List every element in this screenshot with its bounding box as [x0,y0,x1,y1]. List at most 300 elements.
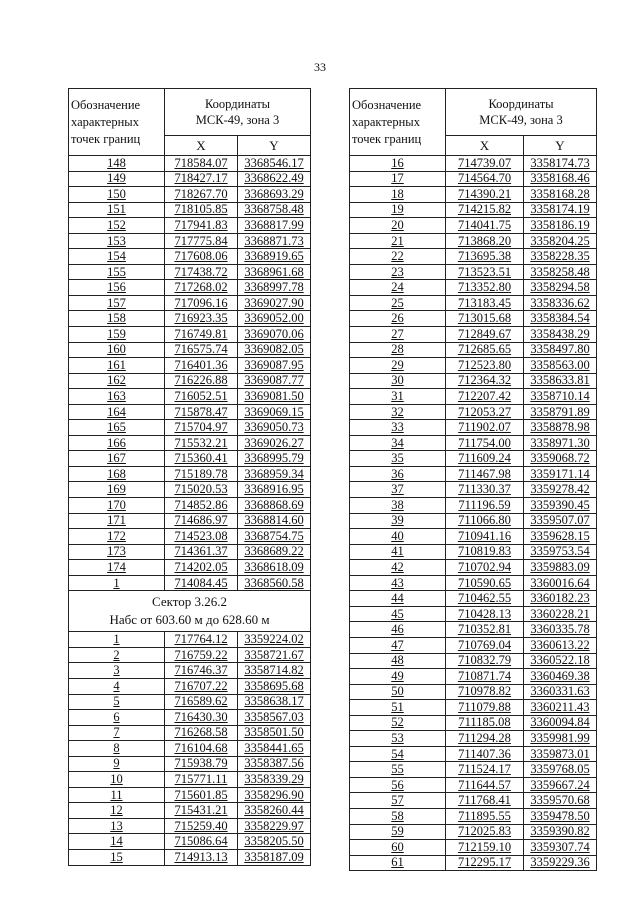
table-row [69,725,311,741]
y-coordinate: 3358204.25 [524,233,597,249]
point-number: 29 [350,358,446,374]
x-coordinate: 711895.55 [446,808,524,824]
y-coordinate: 3358497.80 [524,342,597,358]
table-row [69,233,311,249]
table-row [69,451,311,467]
x-coordinate: 711185.08 [446,715,524,731]
x-coordinate: 710871.74 [446,669,524,685]
y-coordinate: 3369050.73 [238,420,311,436]
x-coordinate: 715704.97 [165,420,238,436]
point-number: 58 [350,808,446,824]
y-coordinate: 3368868.69 [238,498,311,514]
table-row [350,544,597,560]
point-number: 17 [350,171,446,187]
x-coordinate: 715360.41 [165,451,238,467]
point-number: 50 [350,684,446,700]
table-row [69,342,311,358]
coordinates-header [446,89,597,136]
y-coordinate: 3358563.00 [524,358,597,374]
x-coordinate: 717775.84 [165,233,238,249]
table-row [350,498,597,514]
point-number: 18 [350,187,446,203]
y-coordinate: 3358714.82 [238,663,311,679]
table-row [69,389,311,405]
table-row [69,327,311,343]
table-row [350,218,597,234]
x-coordinate: 711079.88 [446,700,524,716]
table-row [69,787,311,803]
header-line: характерных [71,114,139,129]
y-coordinate: 3358296.90 [238,787,311,803]
table-row [350,700,597,716]
x-coordinate: 716401.36 [165,358,238,374]
x-coordinate: 717764.12 [165,632,238,648]
y-coordinate: 3369087.95 [238,358,311,374]
table-row [69,264,311,280]
table-row [350,513,597,529]
table-row [69,818,311,834]
y-coordinate: 3368546.17 [238,156,311,172]
x-coordinate: 712207.42 [446,389,524,405]
y-coordinate: 3359068.72 [524,451,597,467]
x-coordinate: 712159.10 [446,840,524,856]
x-coordinate: 714686.97 [165,513,238,529]
x-coordinate: 713015.68 [446,311,524,327]
table-row [350,233,597,249]
x-coordinate: 715771.11 [165,772,238,788]
point-number: 33 [350,420,446,436]
table-row [350,793,597,809]
x-coordinate: 714913.13 [165,849,238,865]
point-number: 59 [350,824,446,840]
x-coordinate: 716052.51 [165,389,238,405]
x-coordinate: 712849.67 [446,327,524,343]
x-coordinate: 711768.41 [446,793,524,809]
y-coordinate: 3359307.74 [524,840,597,856]
point-number: 154 [69,249,165,265]
table-row [350,575,597,591]
point-number: 16 [350,156,446,172]
point-number: 150 [69,187,165,203]
x-coordinate: 711754.00 [446,435,524,451]
y-coordinate: 3358174.73 [524,156,597,172]
x-coordinate: 717608.06 [165,249,238,265]
x-coordinate: 715532.21 [165,435,238,451]
y-coordinate: 3359507.07 [524,513,597,529]
table-row [69,575,311,591]
y-coordinate: 3369052.00 [238,311,311,327]
table-row [350,684,597,700]
sector-header [69,591,311,632]
point-number: 43 [350,575,446,591]
coordinate-system: МСК-49, зона 3 [195,113,280,127]
table-row [350,637,597,653]
point-number: 60 [350,840,446,856]
x-coordinate: 714084.45 [165,575,238,591]
y-coordinate: 3359570.68 [524,793,597,809]
point-number: 160 [69,342,165,358]
table-row [350,358,597,374]
point-number: 165 [69,420,165,436]
y-coordinate: 3358971.30 [524,435,597,451]
table-row [69,647,311,663]
y-coordinate: 3369081.50 [238,389,311,405]
left-table-body-b [69,632,311,865]
x-coordinate: 711644.57 [446,777,524,793]
table-row [69,404,311,420]
y-coordinate: 3368817.99 [238,218,311,234]
point-number: 14 [69,834,165,850]
y-coordinate: 3368754.75 [238,529,311,545]
y-coordinate: 3369070.06 [238,327,311,343]
x-coordinate: 711902.07 [446,420,524,436]
point-number: 45 [350,606,446,622]
x-coordinate: 714361.37 [165,544,238,560]
point-number: 173 [69,544,165,560]
x-column-header: X [165,136,238,156]
point-number: 61 [350,855,446,871]
point-number: 35 [350,451,446,467]
y-coordinate: 3359390.45 [524,498,597,514]
table-row [69,756,311,772]
x-coordinate: 718267.70 [165,187,238,203]
point-number: 158 [69,311,165,327]
point-number: 3 [69,663,165,679]
table-row [350,715,597,731]
y-coordinate: 3369082.05 [238,342,311,358]
y-coordinate: 3358186.19 [524,218,597,234]
y-coordinate: 3359478.50 [524,808,597,824]
x-coordinate: 715878.47 [165,404,238,420]
coordinate-system: МСК-49, зона 3 [479,113,563,127]
x-coordinate: 716746.37 [165,663,238,679]
point-number: 52 [350,715,446,731]
x-coordinate: 713352.80 [446,280,524,296]
point-number: 166 [69,435,165,451]
point-number: 6 [69,710,165,726]
y-coordinate: 3358205.50 [238,834,311,850]
point-number: 10 [69,772,165,788]
y-coordinate: 3360613.22 [524,637,597,653]
point-number: 171 [69,513,165,529]
x-column-header: X [446,136,524,156]
y-coordinate: 3359753.54 [524,544,597,560]
table-row [350,451,597,467]
point-number: 31 [350,389,446,405]
y-coordinate: 3358168.28 [524,187,597,203]
coordinates-header [165,89,311,136]
table-row [69,632,311,648]
y-coordinate: 3358441.65 [238,741,311,757]
y-coordinate: 3360335.78 [524,622,597,638]
table-row [69,482,311,498]
x-coordinate: 715189.78 [165,466,238,482]
x-coordinate: 715601.85 [165,787,238,803]
table-row [69,420,311,436]
table-row [69,529,311,545]
point-number: 12 [69,803,165,819]
point-number: 9 [69,756,165,772]
table-row [350,560,597,576]
y-coordinate: 3358878.98 [524,420,597,436]
point-number: 174 [69,560,165,576]
y-coordinate: 3368814.60 [238,513,311,529]
left-table-body-a [69,156,311,591]
y-coordinate: 3368919.65 [238,249,311,265]
page-number: 33 [314,60,326,74]
coordinates-table-left [68,88,311,866]
table-row [69,187,311,203]
point-number: 23 [350,264,446,280]
x-coordinate: 715431.21 [165,803,238,819]
y-column-header: Y [238,136,311,156]
table-row [350,855,597,871]
point-number: 57 [350,793,446,809]
y-coordinate: 3368758.48 [238,202,311,218]
table-row [69,249,311,265]
point-number: 15 [69,849,165,865]
table-row [350,591,597,607]
point-number: 164 [69,404,165,420]
y-coordinate: 3368618.09 [238,560,311,576]
point-number: 152 [69,218,165,234]
point-number: 34 [350,435,446,451]
table-row [350,171,597,187]
x-coordinate: 716589.62 [165,694,238,710]
x-coordinate: 714390.21 [446,187,524,203]
y-coordinate: 3369027.90 [238,295,311,311]
table-row [69,513,311,529]
table-row [350,187,597,203]
x-coordinate: 710590.65 [446,575,524,591]
x-coordinate: 713523.51 [446,264,524,280]
table-row [69,560,311,576]
sector-subtitle: Набс от 603.60 м до 628.60 м [109,612,270,628]
y-coordinate: 3368622.49 [238,171,311,187]
point-number: 48 [350,653,446,669]
y-coordinate: 3359278.42 [524,482,597,498]
point-number: 55 [350,762,446,778]
table-row [350,311,597,327]
sector-title: Сектор 3.26.2 [151,594,227,610]
point-number: 41 [350,544,446,560]
point-number: 151 [69,202,165,218]
table-row [69,694,311,710]
x-coordinate: 716749.81 [165,327,238,343]
y-coordinate: 3369087.77 [238,373,311,389]
table-row [350,808,597,824]
table-row [350,746,597,762]
point-number: 157 [69,295,165,311]
y-coordinate: 3368689.22 [238,544,311,560]
y-coordinate: 3368961.68 [238,264,311,280]
table-row [69,358,311,374]
x-coordinate: 718584.07 [165,156,238,172]
y-coordinate: 3359768.05 [524,762,597,778]
x-coordinate: 714041.75 [446,218,524,234]
y-coordinate: 3368560.58 [238,575,311,591]
y-coordinate: 3358174.19 [524,202,597,218]
x-coordinate: 710702.94 [446,560,524,576]
y-coordinate: 3369069.15 [238,404,311,420]
table-row [69,663,311,679]
y-coordinate: 3358567.03 [238,710,311,726]
table-row [350,482,597,498]
y-coordinate: 3368959.34 [238,466,311,482]
x-coordinate: 717096.16 [165,295,238,311]
table-row [350,435,597,451]
point-number: 2 [69,647,165,663]
point-number: 169 [69,482,165,498]
table-row [69,466,311,482]
point-number: 24 [350,280,446,296]
x-coordinate: 713868.20 [446,233,524,249]
table-row [350,202,597,218]
point-number: 156 [69,280,165,296]
point-number: 148 [69,156,165,172]
y-coordinate: 3360331.63 [524,684,597,700]
y-coordinate: 3358791.89 [524,404,597,420]
x-coordinate: 714564.70 [446,171,524,187]
x-coordinate: 711609.24 [446,451,524,467]
table-row [69,435,311,451]
y-coordinate: 3359628.15 [524,529,597,545]
y-coordinate: 3358260.44 [238,803,311,819]
x-coordinate: 714852.86 [165,498,238,514]
point-number: 163 [69,389,165,405]
table-row [69,202,311,218]
x-coordinate: 716104.68 [165,741,238,757]
x-coordinate: 715938.79 [165,756,238,772]
point-number: 26 [350,311,446,327]
point-number: 25 [350,295,446,311]
x-coordinate: 711196.59 [446,498,524,514]
x-coordinate: 710352.81 [446,622,524,638]
point-number: 21 [350,233,446,249]
y-coordinate: 3360016.64 [524,575,597,591]
x-coordinate: 710462.55 [446,591,524,607]
y-coordinate: 3358638.17 [238,694,311,710]
point-number: 170 [69,498,165,514]
y-coordinate: 3358710.14 [524,389,597,405]
y-coordinate: 3358387.56 [238,756,311,772]
y-coordinate: 3358187.09 [238,849,311,865]
x-coordinate: 710832.79 [446,653,524,669]
header-line: точек границ [71,131,141,146]
point-number: 19 [350,202,446,218]
table-row [69,218,311,234]
point-number: 54 [350,746,446,762]
x-coordinate: 711524.17 [446,762,524,778]
point-number: 167 [69,451,165,467]
x-coordinate: 710941.16 [446,529,524,545]
x-coordinate: 716430.30 [165,710,238,726]
y-coordinate: 3368997.78 [238,280,311,296]
point-number: 56 [350,777,446,793]
table-row [69,171,311,187]
table-row [350,777,597,793]
y-coordinate: 3358339.29 [238,772,311,788]
y-coordinate: 3358336.62 [524,295,597,311]
table-row [350,840,597,856]
point-number: 161 [69,358,165,374]
y-coordinate: 3358229.97 [238,818,311,834]
x-coordinate: 717438.72 [165,264,238,280]
x-coordinate: 713183.45 [446,295,524,311]
point-number: 11 [69,787,165,803]
x-coordinate: 714202.05 [165,560,238,576]
x-coordinate: 716707.22 [165,678,238,694]
x-coordinate: 718105.85 [165,202,238,218]
table-row [350,327,597,343]
y-coordinate: 3369026.27 [238,435,311,451]
table-row [69,373,311,389]
y-coordinate: 3358228.35 [524,249,597,265]
x-coordinate: 711066.80 [446,513,524,529]
y-coordinate: 3359224.02 [238,632,311,648]
y-coordinate: 3358384.54 [524,311,597,327]
table-row [350,420,597,436]
y-coordinate: 3359390.82 [524,824,597,840]
y-coordinate: 3360182.23 [524,591,597,607]
x-coordinate: 711467.98 [446,466,524,482]
y-coordinate: 3368916.95 [238,482,311,498]
sector-section [69,591,311,632]
table-row [69,678,311,694]
table-row [69,849,311,865]
y-coordinate: 3358721.67 [238,647,311,663]
x-coordinate: 715259.40 [165,818,238,834]
y-coordinate: 3368871.73 [238,233,311,249]
point-number: 32 [350,404,446,420]
point-number: 51 [350,700,446,716]
point-number: 159 [69,327,165,343]
point-number: 4 [69,678,165,694]
table-row [350,466,597,482]
table-row [350,249,597,265]
point-number: 38 [350,498,446,514]
point-number: 40 [350,529,446,545]
point-number: 36 [350,466,446,482]
y-coordinate: 3358168.46 [524,171,597,187]
point-number: 153 [69,233,165,249]
header-line: Обозначение [352,97,422,112]
header-line: Обозначение [71,97,141,112]
table-row [69,544,311,560]
point-number: 7 [69,725,165,741]
x-coordinate: 718427.17 [165,171,238,187]
table-row [350,389,597,405]
x-coordinate: 710819.83 [446,544,524,560]
y-coordinate: 3360469.38 [524,669,597,685]
x-coordinate: 710978.82 [446,684,524,700]
x-coordinate: 713695.38 [446,249,524,265]
table-row [69,772,311,788]
y-coordinate: 3359981.99 [524,731,597,747]
x-coordinate: 712685.65 [446,342,524,358]
y-coordinate: 3359229.36 [524,855,597,871]
y-coordinate: 3358695.68 [238,678,311,694]
point-number: 37 [350,482,446,498]
point-number: 13 [69,818,165,834]
point-number: 1 [69,632,165,648]
point-number: 49 [350,669,446,685]
point-number: 20 [350,218,446,234]
point-number: 42 [350,560,446,576]
table-row [350,156,597,172]
point-number: 8 [69,741,165,757]
point-number: 44 [350,591,446,607]
